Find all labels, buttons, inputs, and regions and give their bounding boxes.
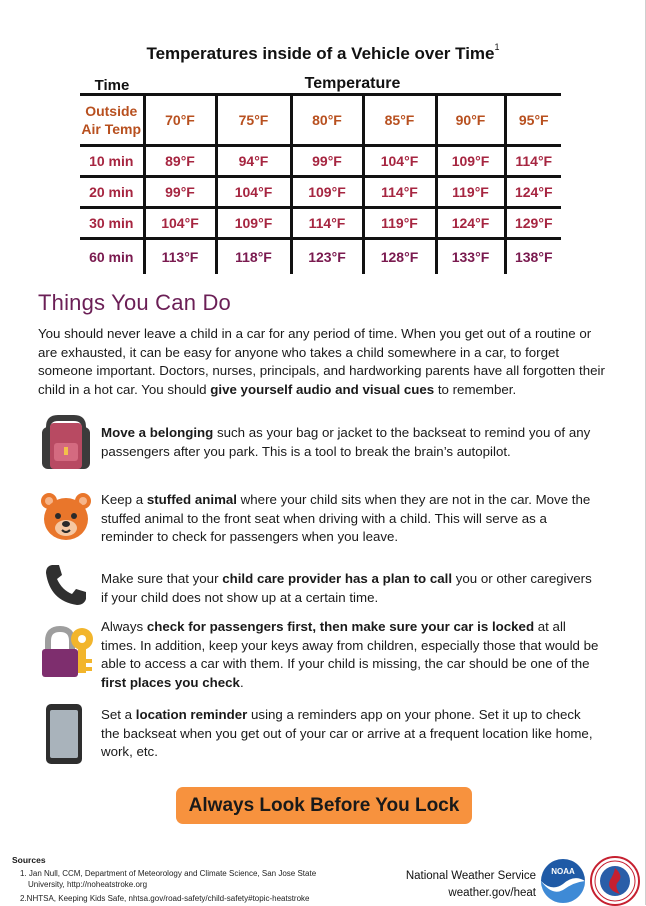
table-cell: 119°F (363, 208, 436, 239)
table-cell: 123°F (291, 239, 363, 275)
row-label: 30 min (80, 208, 144, 239)
table-cell: 129°F (505, 208, 561, 239)
table-title: Temperatures inside of a Vehicle over Time$^1$ (146, 42, 500, 63)
table-row (80, 177, 561, 208)
sources-list (20, 868, 316, 904)
tip-stuffed-animal: Keep a stuffed animal where your child sits when they are not in the car. Move the stuffed animal to the front seat when driving with a child. This will serve as a reminder to check for passengers when you leave. (101, 492, 591, 544)
table-cell: 109°F (216, 208, 291, 239)
table-cell: 118°F (216, 239, 291, 275)
table-cell: 104°F (216, 177, 291, 208)
table-cell: 75°F (216, 95, 291, 146)
svg-text:NOAA: NOAA (551, 867, 575, 876)
table-cell: 70°F (144, 95, 216, 146)
table-cell: 90°F (436, 95, 505, 146)
table-cell: 80°F (291, 95, 363, 146)
table-cell: 104°F (363, 146, 436, 177)
look-before-lock-banner: Always Look Before You Lock (176, 787, 472, 824)
row-label: 10 min (80, 146, 144, 177)
column-header-time: Time (94, 77, 130, 94)
noaa-logo (540, 858, 586, 904)
smartphone-icon (44, 702, 84, 766)
intro-paragraph: You should never leave a child in a car for any period of time. When you get out of a routine or are exhausted, it can be easy for anyone who takes a child somewhere in a car, to forget someone important. Doctors, nurses, principals, and hardworking parents have all forgotten their child in a hot car. You should give yourself audio and visual cues to remember. (38, 326, 605, 397)
table-cell: 99°F (144, 177, 216, 208)
table-cell: 119°F (436, 177, 505, 208)
row-label: 20 min (80, 177, 144, 208)
org-url[interactable]: weather.gov/heat (448, 887, 536, 899)
tip-move-belonging: Move a belonging such as your bag or jacket to the backseat to remind you of any passengers after you park. This is a tool to break the brain’s autopilot. (101, 425, 591, 459)
table-cell: 99°F (291, 146, 363, 177)
tip-child-care-provider: Make sure that your child care provider has a plan to call you or other caregivers if your child does not show up at a certain time. (101, 571, 592, 605)
table-cell: 85°F (363, 95, 436, 146)
table-cell: 114°F (505, 146, 561, 177)
section-heading: Things You Can Do (38, 290, 231, 315)
table-cell: 133°F (436, 239, 505, 275)
table-row (80, 208, 561, 239)
table-cell: 95°F (505, 95, 561, 146)
teddy-bear-icon (40, 491, 92, 543)
row-label: 60 min (89, 249, 134, 265)
temperature-table (80, 93, 561, 274)
column-header-temperature: Temperature (304, 75, 401, 92)
table-row (80, 239, 561, 275)
table-cell: 114°F (363, 177, 436, 208)
phone-icon (42, 563, 88, 607)
table-cell: 124°F (505, 177, 561, 208)
source-item: 1. Jan Null, CCM, Department of Meteorology and Climate Science, San Jose State University, http://noheatstroke.org (20, 869, 317, 889)
source-item: 2.NHTSA, Keeping Kids Safe, nhtsa.gov/road-safety/child-safety#topic-heatstroke (20, 894, 310, 903)
tip-check-passengers: Always check for passengers first, then make sure your car is locked at all times. In addition, keep your keys away from children, especially those that would be able to access a car with them. If your child is missing, the car should be one of the first places you check. (101, 619, 599, 690)
nws-logo (590, 856, 640, 906)
row-label-outside: Outside Air Temp (80, 95, 144, 146)
table-cell: 104°F (144, 208, 216, 239)
lock-key-icon (40, 625, 96, 679)
sources-title: Sources (12, 855, 46, 865)
table-cell: 89°F (144, 146, 216, 177)
table-cell: 113°F (144, 239, 216, 275)
table-cell: 109°F (291, 177, 363, 208)
table-row (80, 146, 561, 177)
table-cell: 94°F (216, 146, 291, 177)
table-cell: 124°F (436, 208, 505, 239)
backpack-icon (38, 413, 94, 471)
table-cell: 114°F (291, 208, 363, 239)
org-name: National Weather Service (405, 870, 536, 882)
tip-location-reminder: Set a location reminder using a reminders app on your phone. Set it up to check the backseat when you get out of your car or arrive at a frequent location like home, work, etc. (101, 707, 593, 759)
table-cell: 109°F (436, 146, 505, 177)
table-cell: 128°F (363, 239, 436, 275)
table-row-outside (80, 95, 561, 146)
nws-credit (406, 868, 536, 902)
table-cell: 138°F (505, 239, 561, 275)
